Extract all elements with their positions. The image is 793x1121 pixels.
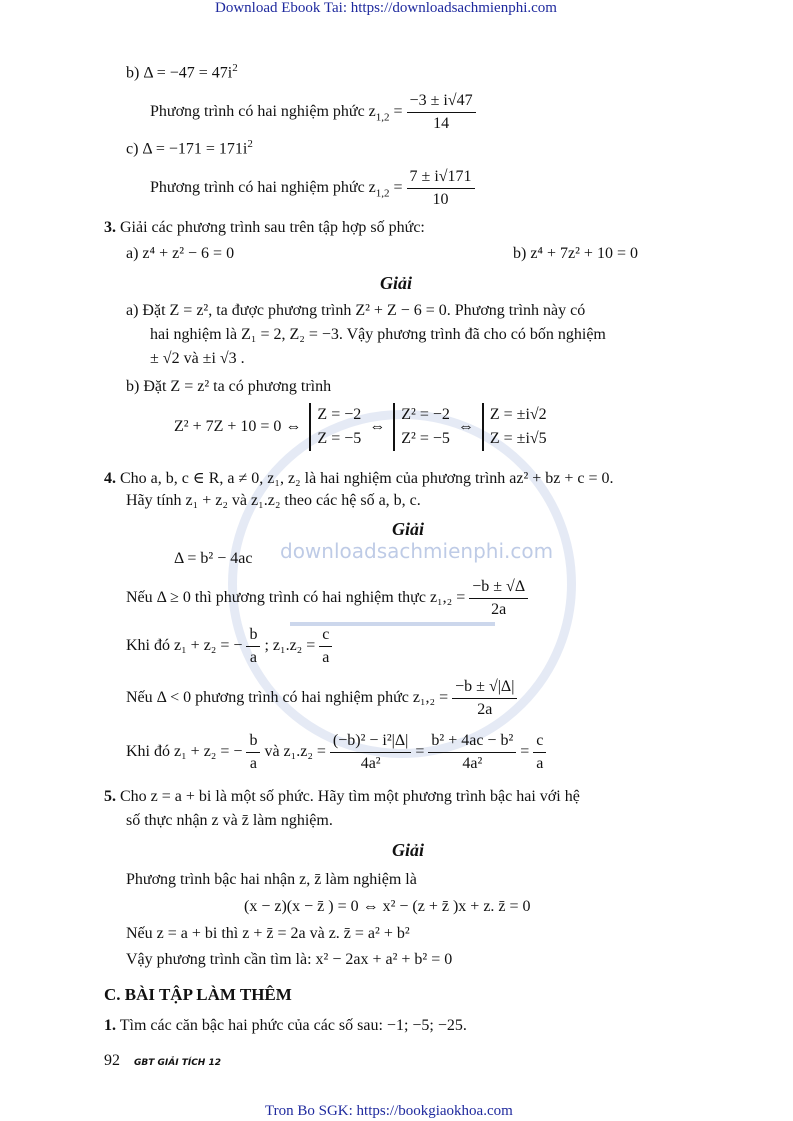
page-number: 92 xyxy=(104,1052,120,1069)
problem-3b: b) z⁴ + 7z² + 10 = 0 xyxy=(513,245,638,262)
solution-3a-line2: hai nghiệm là Z₁ = 2, Z₂ = −3. Vậy phương trình đã cho có bốn nghiệm xyxy=(150,326,606,343)
system-3: Z = ±i√2 Z = ±i√5 xyxy=(482,403,547,451)
solution-4-real-roots: Nếu Δ ≥ 0 thì phương trình có hai nghiệm thực z₁,₂ = $\frac{-b \pm √\Delta}{2a}$ xyxy=(126,576,528,621)
exercise-1: 1. Tìm các căn bậc hai phức của các số sau: −1; −5; −25. xyxy=(104,1017,467,1034)
system-2: Z² = −2 Z² = −5 xyxy=(393,403,450,451)
solution-4-vieta-1: Khi đó z₁ + z₂ = − $\frac{b}{a}$ ; z₁.z₂ = $\frac{c}{a}$ xyxy=(126,624,332,669)
solution-5-line3: Nếu z = a + bi thì z + z̄ = 2a và z. z̄ = a² + b² xyxy=(126,925,410,942)
section-c-heading: C. BÀI TẬP LÀM THÊM xyxy=(104,985,292,1004)
fraction-c-over-a: $\frac{c}{a}$ xyxy=(319,624,332,669)
header-download-link[interactable]: Download Ebook Tai: https://downloadsachmienphi.com xyxy=(215,0,557,16)
solution-5-line4: Vậy phương trình cần tìm là: x² − 2ax + a² + b² = 0 xyxy=(126,951,453,968)
solution-4-vieta-2: Khi đó z₁ + z₂ = − $\frac{b}{a}$ và z₁.z₂ = $\frac{\text{(−b)² − i²|Δ|}}{\text{4a²}}$ = $\frac{\text{b² + 4ac − b²}}{\text{4a²}}$ = $\frac{c}{a}$ xyxy=(126,730,546,775)
solution-3a-line3: ± √2 và ±i √3 . xyxy=(150,350,245,367)
fraction-b-over-a-2: $\frac{b}{a}$ xyxy=(246,730,260,775)
problem-5-line2: số thực nhận z và z̄ làm nghiệm. xyxy=(126,812,333,829)
solution-3a-line1: a) Đặt Z = z², ta được phương trình Z² + Z − 6 = 0. Phương trình này có xyxy=(126,302,586,319)
book-tag: GBT GIẢI TÍCH 12 xyxy=(134,1058,221,1068)
item-b-fraction: $\frac{-3 \pm i√47}{14}$ xyxy=(407,90,476,135)
item-b-roots: Phương trình có hai nghiệm phức $z_{1,2}$ = $\frac{-3 \pm i√47}{14}$ xyxy=(150,90,476,135)
fraction-b-over-a: $\frac{b}{a}$ xyxy=(246,624,260,669)
system-1: Z = −2 Z = −5 xyxy=(309,403,361,451)
fraction-complex-roots: $\frac{-b \pm √|\Delta|}{2a}$ xyxy=(452,676,517,721)
item-c-fraction: $\frac{7 \pm i√171}{10}$ xyxy=(407,166,475,211)
fraction-product-1: $\frac{\text{(−b)² − i²|Δ|}}{\text{4a²}}$ xyxy=(330,730,411,775)
item-c-roots: Phương trình có hai nghiệm phức $z_{1,2}$ = $\frac{7 \pm i√171}{10}$ xyxy=(150,166,475,211)
fraction-product-2: $\frac{\text{b² + 4ac − b²}}{\text{4a²}}$ xyxy=(428,730,516,775)
solution-heading-3: Giải xyxy=(380,273,413,293)
solution-heading-4: Giải xyxy=(392,519,425,539)
problem-3a: a) z⁴ + z² − 6 = 0 xyxy=(126,245,235,262)
problem-5-line1: 5. Cho z = a + bi là một số phức. Hãy tìm một phương trình bậc hai với hệ xyxy=(104,788,580,805)
solution-3b-line1: b) Đặt Z = z² ta có phương trình xyxy=(126,378,332,395)
solution-5-line1: Phương trình bậc hai nhận z, z̄ làm nghiệm là xyxy=(126,871,417,888)
solution-5-line2: (x − z)(x − z̄ ) = 0 ⇔ x² − (z + z̄ )x + z. z̄ = 0 xyxy=(244,898,531,915)
footer-sgk-link[interactable]: Tron Bo SGK: https://bookgiaokhoa.com xyxy=(265,1103,513,1119)
problem-3: 3. Giải các phương trình sau trên tập hợp số phức: xyxy=(104,219,425,236)
fraction-c-over-a-2: $\frac{c}{a}$ xyxy=(533,730,546,775)
problem-4-line1: 4. Cho a, b, c ∈ R, a ≠ 0, z₁, z₂ là hai nghiệm của phương trình az² + bz + c = 0. xyxy=(104,470,614,487)
solution-4-delta: Δ = b² − 4ac xyxy=(174,550,253,567)
item-b-delta: b) $\Delta = -47 = 47i^2$ xyxy=(126,62,238,82)
fraction-real-roots: $\frac{-b \pm √\Delta}{2a}$ xyxy=(469,576,528,621)
solution-heading-5: Giải xyxy=(392,840,425,860)
solution-4-complex-roots: Nếu Δ < 0 phương trình có hai nghiệm phức z₁,₂ = $\frac{-b \pm √|\Delta|}{2a}$ xyxy=(126,676,517,721)
problem-4-line2: Hãy tính z₁ + z₂ và z₁.z₂ theo các hệ số a, b, c. xyxy=(126,492,421,509)
item-c-delta: c) $\Delta = -171 = 171i^2$ xyxy=(126,138,253,158)
watermark-text: downloadsachmienphi.com xyxy=(280,539,554,563)
solution-3b-system: Z² + 7Z + 10 = 0 ⇔ Z = −2 Z = −5 ⇔ Z² = −2 Z² = −5 ⇔ Z = ±i√2 Z = ±i√5 xyxy=(174,403,547,451)
